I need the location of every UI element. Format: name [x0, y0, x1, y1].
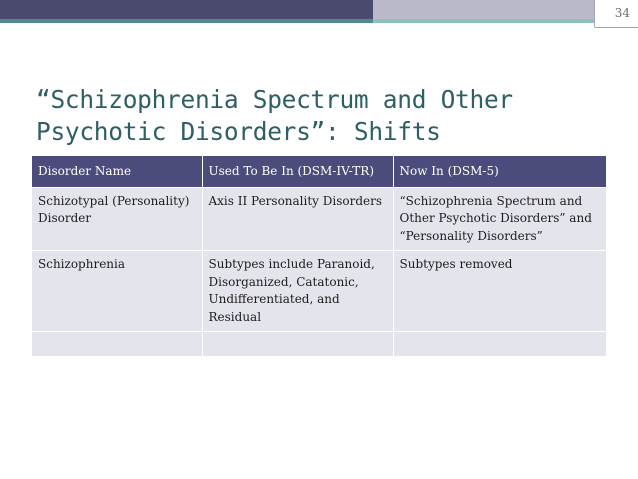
top-band [0, 0, 638, 19]
slide-title-line-1: “Schizophrenia Spectrum and Other [36, 85, 513, 114]
table-cell: Schizophrenia [32, 251, 202, 332]
table-cell: Subtypes include Paranoid, Disorganized, Catatonic, Undifferentiated, and Residual [202, 251, 393, 332]
slide-number-box [594, 0, 638, 28]
slide-title [36, 84, 616, 148]
table-row-empty [32, 332, 606, 357]
comparison-table [32, 156, 606, 356]
table-cell [202, 332, 393, 357]
header-used-to-be-in: Used To Be In (DSM-IV-TR) [202, 156, 393, 187]
slide-number: 34 [614, 6, 630, 20]
table-header-row [32, 156, 606, 187]
header-disorder-name: Disorder Name [32, 156, 202, 187]
header-now-in: Now In (DSM-5) [393, 156, 606, 187]
table-cell: “Schizophrenia Spectrum and Other Psychotic Disorders” and “Personality Disorders” [393, 187, 606, 251]
slide-title-line-2: Psychotic Disorders”: Shifts [36, 117, 441, 146]
table-cell [32, 332, 202, 357]
table-row [32, 187, 606, 251]
table-cell: Subtypes removed [393, 251, 606, 332]
table-cell [393, 332, 606, 357]
table-cell: Schizotypal (Personality) Disorder [32, 187, 202, 251]
table-row [32, 251, 606, 332]
accent-line [0, 19, 638, 23]
table-cell: Axis II Personality Disorders [202, 187, 393, 251]
